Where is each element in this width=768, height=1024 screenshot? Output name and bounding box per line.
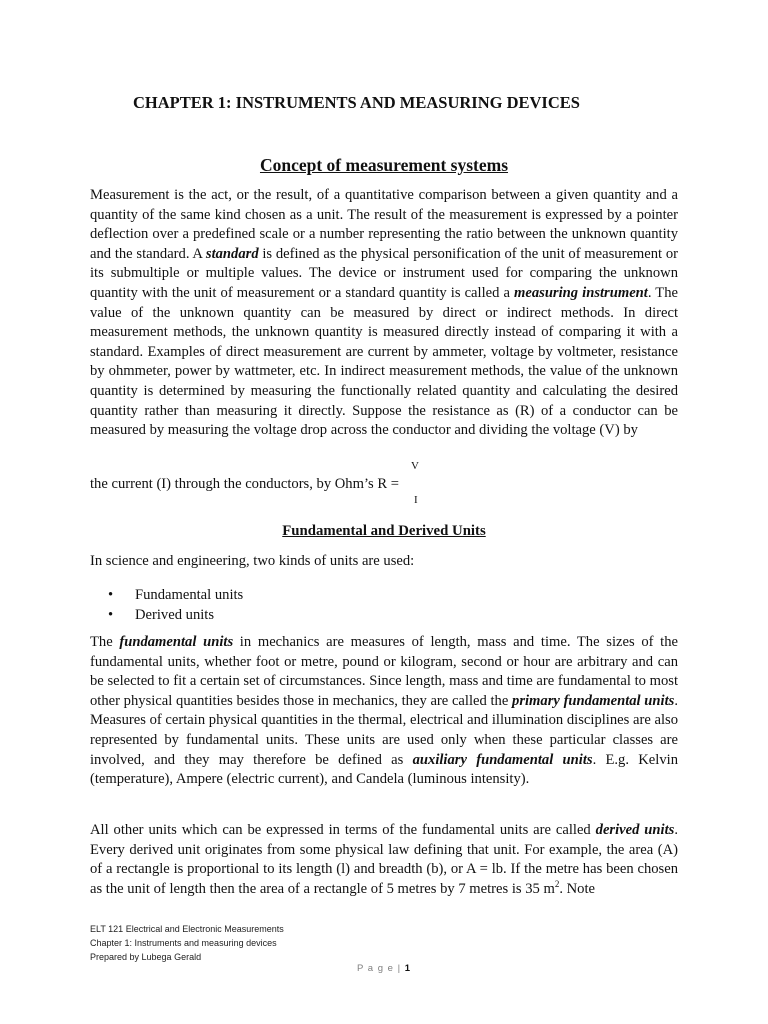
term-auxiliary-fundamental-units: auxiliary fundamental units — [412, 751, 593, 768]
footer-author: Prepared by Lubega Gerald — [90, 952, 202, 962]
section-title: Concept of measurement systems — [259, 155, 509, 175]
footer-chapter: Chapter 1: Instruments and measuring devices — [90, 938, 277, 948]
paragraph-measurement: Measurement is the act, or the result, of a quantitative comparison between a given quantity and a quantity of the same kind chosen as a unit. The result of the measurement is expressed by a pointer deflection over a predefined scale or a number representing the ratio between the unknown quantity and the standard. A standard is defined as the physical personification of the unit of measurement or its submultiple or multiple values. The device or instrument used for comparing the unknown quantity with the unit of measurement or a standard quantity is called a measuring instrument. The value of the unknown quantity can be measured by direct or indirect methods. In direct measurement methods, the unknown quantity is measured directly instead of comparing it with a standard. Examples of direct measurement are current by ammeter, voltage by voltmeter, resistance by ohmmeter, power by wattmeter, etc. In indirect measurement methods, the value of the unknown quantity is determined by measuring the functionally related quantity and calculating the desired quantity rather than measuring it directly. Suppose the resistance as (R) of a conductor can be measured by measuring the voltage drop across the conductor and dividing the voltage (V) by — [90, 187, 679, 439]
bullet-icon: • — [108, 607, 114, 623]
units-intro: In science and engineering, two kinds of units are used: — [90, 553, 415, 569]
subsection-title: Fundamental and Derived Units — [282, 523, 486, 539]
bullet-icon: • — [108, 587, 114, 603]
units-list — [108, 585, 243, 625]
list-item: • Fundamental units — [108, 587, 244, 603]
term-measuring-instrument: measuring instrument — [514, 284, 648, 301]
term-fundamental-units: fundamental units — [119, 634, 234, 650]
list-item: • Derived units — [108, 607, 215, 623]
term-primary-fundamental-units: primary fundamental units — [512, 692, 675, 709]
paragraph-derived-units: All other units which can be expressed in terms of the fundamental units are called derived units. Every derived unit originates from some physical law defining that unit. For example, the area (A) of a rectangle is proportional to its length (l) and breadth (b), or A = lb. If the metre has been chosen as the unit of length then the area of a rectangle of 5 metres by 7 metres is 35 $m^2$. Note — [90, 822, 678, 897]
term-standard: standard — [205, 245, 259, 262]
term-derived-units: derived units — [595, 822, 675, 838]
fraction-denominator: I — [414, 494, 418, 506]
ohm-law-line: the current (I) through the conductors, by Ohm’s R = — [90, 476, 399, 492]
page-number: P a g e | 1 — [357, 963, 411, 974]
page-footer — [90, 922, 284, 964]
chapter-title: CHAPTER 1: INSTRUMENTS AND MEASURING DEVICES — [133, 93, 580, 112]
paragraph-fundamental-units: The fundamental units in mechanics are measures of length, mass and time. The sizes of the fundamental units, whether foot or metre, pound or kilogram, second or hour are arbitrary and can be selected to fit a certain set of circumstances. Since length, mass and time are fundamental to most other physical quantities besides those in mechanics, they are called the primary fundamental units. Measures of certain physical quantities in the thermal, electrical and illumination disciplines are also represented by fundamental units. These units are used only when these particular classes are involved, and they may therefore be defined as auxiliary fundamental units. E.g. Kelvin (temperature), Ampere (electric current), and Candela (luminous intensity). — [90, 634, 678, 788]
superscript: 2 — [554, 878, 560, 889]
fraction-numerator: V — [411, 460, 419, 472]
footer-course: ELT 121 Electrical and Electronic Measurements — [90, 924, 284, 934]
